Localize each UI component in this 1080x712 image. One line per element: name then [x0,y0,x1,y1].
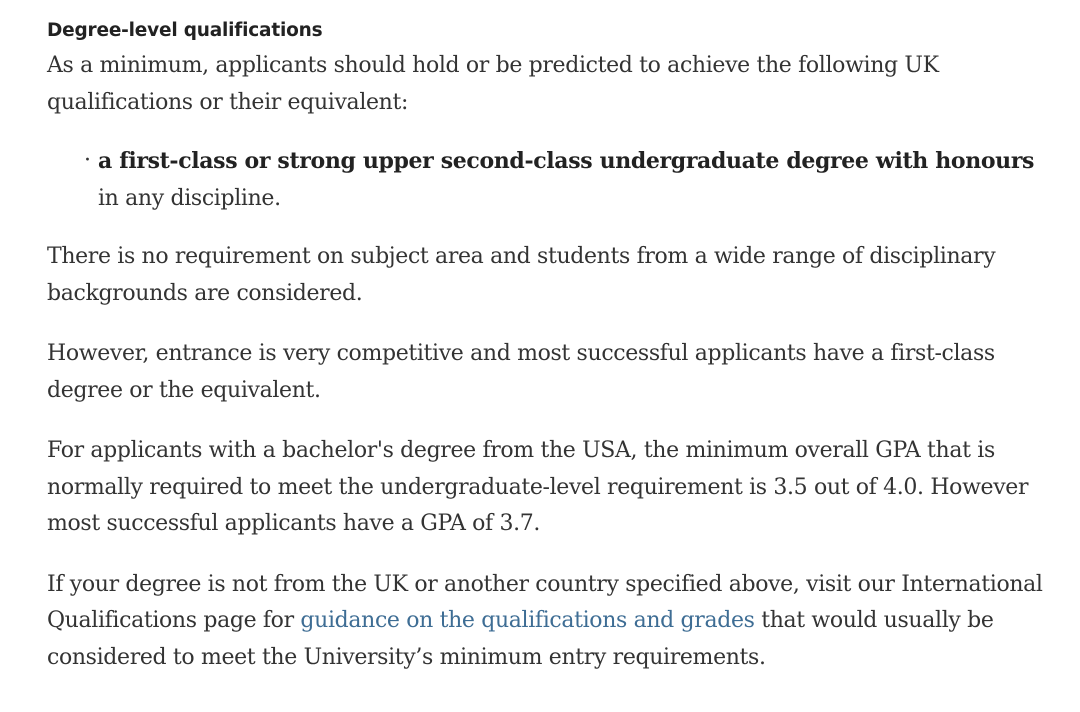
competitive-paragraph: However, entrance is very competitive and most successful applicants have a first-class degree or the equivalent. [47,341,995,403]
bullet-icon: · [84,148,91,173]
qualifications-guidance-link[interactable]: guidance on the qualifications and grades [300,608,755,633]
international-text-before: If your degree is not from the UK or another country specified above, visit our International Qualifications page for [47,571,1043,633]
requirement-bold-text: a first-class or strong upper second-class undergraduate degree with honours [98,148,1035,174]
list-item [84,143,1057,217]
entry-requirements-section [47,16,1057,700]
international-paragraph [47,567,1057,677]
section-heading: Degree-level qualifications [47,20,323,41]
requirements-list [47,143,1057,217]
intro-paragraph: As a minimum, applicants should hold or be predicted to achieve the following UK qualifications or their equivalent: [47,53,939,115]
requirement-rest-text: in any discipline. [98,185,281,211]
international-text-after: that would usually be considered to meet the University’s minimum entry requirements. [47,608,994,670]
subject-area-paragraph: There is no requirement on subject area and students from a wide range of disciplinary backgrounds are considered. [47,244,996,306]
gpa-paragraph: For applicants with a bachelor's degree from the USA, the minimum overall GPA that is normally required to meet the undergraduate-level requirement is 3.5 out of 4.0. However most successful applicants have a GPA of 3.7. [47,438,1029,536]
